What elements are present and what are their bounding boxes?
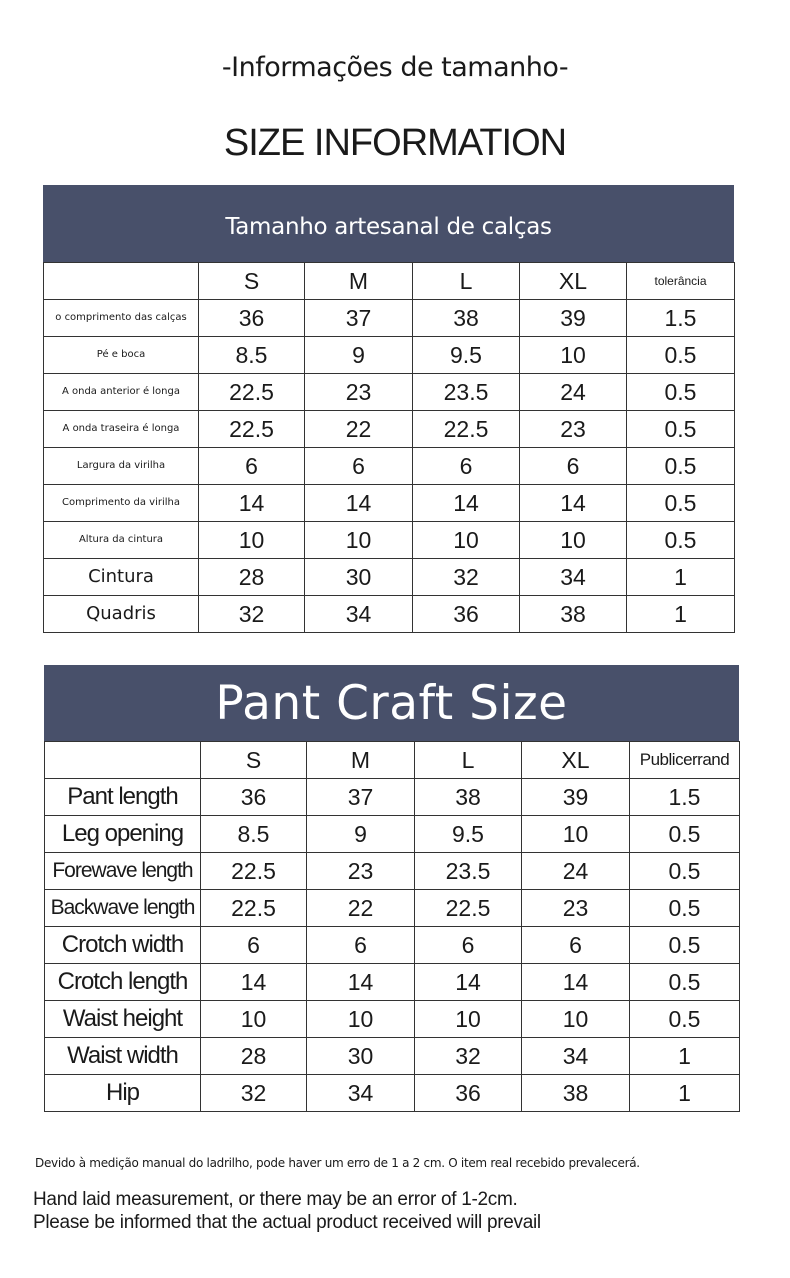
value-cell: 10 xyxy=(522,816,630,853)
header-cell: Publicerrand xyxy=(630,742,740,779)
value-cell: 37 xyxy=(305,300,413,337)
title-english: SIZE INFORMATION xyxy=(223,122,567,164)
value-cell: 32 xyxy=(413,559,520,596)
table-row xyxy=(45,816,740,853)
value-cell: 14 xyxy=(307,964,415,1001)
value-cell: 10 xyxy=(415,1001,522,1038)
header-cell: XL xyxy=(520,263,627,300)
size-grid-english xyxy=(44,741,740,1112)
row-label: Pant length xyxy=(45,779,201,816)
value-cell: 22.5 xyxy=(201,890,307,927)
value-cell: 24 xyxy=(520,374,627,411)
table-header-row xyxy=(45,742,740,779)
header-cell: L xyxy=(415,742,522,779)
value-cell: 14 xyxy=(413,485,520,522)
table-row xyxy=(44,300,735,337)
value-cell: 0.5 xyxy=(627,485,735,522)
value-cell: 14 xyxy=(305,485,413,522)
size-table-english xyxy=(44,665,739,1112)
disclaimer-english-line2: Please be informed that the actual product received will prevail xyxy=(33,1212,541,1233)
value-cell: 6 xyxy=(307,927,415,964)
value-cell: 14 xyxy=(201,964,307,1001)
value-cell: 10 xyxy=(201,1001,307,1038)
value-cell: 10 xyxy=(307,1001,415,1038)
value-cell: 22.5 xyxy=(201,853,307,890)
value-cell: 37 xyxy=(307,779,415,816)
table-row xyxy=(44,337,735,374)
value-cell: 22.5 xyxy=(413,411,520,448)
table-header-row xyxy=(44,263,735,300)
table-row xyxy=(45,1075,740,1112)
value-cell: 0.5 xyxy=(630,816,740,853)
value-cell: 0.5 xyxy=(630,964,740,1001)
value-cell: 32 xyxy=(415,1038,522,1075)
value-cell: 28 xyxy=(199,559,305,596)
value-cell: 1.5 xyxy=(627,300,735,337)
table-row xyxy=(45,853,740,890)
row-label: Leg opening xyxy=(45,816,201,853)
header-cell: XL xyxy=(522,742,630,779)
value-cell: 6 xyxy=(305,448,413,485)
value-cell: 38 xyxy=(522,1075,630,1112)
value-cell: 10 xyxy=(520,522,627,559)
value-cell: 36 xyxy=(201,779,307,816)
value-cell: 30 xyxy=(307,1038,415,1075)
value-cell: 22.5 xyxy=(415,890,522,927)
value-cell: 1 xyxy=(627,559,735,596)
table-banner-english: Pant Craft Size xyxy=(44,665,739,741)
value-cell: 36 xyxy=(199,300,305,337)
table-row xyxy=(44,448,735,485)
value-cell: 0.5 xyxy=(630,1001,740,1038)
row-label: Cintura xyxy=(44,559,199,596)
value-cell: 39 xyxy=(522,779,630,816)
row-label: Largura da virilha xyxy=(44,448,199,485)
value-cell: 23 xyxy=(307,853,415,890)
row-label: Quadris xyxy=(44,596,199,633)
header-cell-empty xyxy=(44,263,199,300)
title-portuguese: -Informações de tamanho- xyxy=(221,52,569,83)
value-cell: 0.5 xyxy=(627,411,735,448)
value-cell: 6 xyxy=(522,927,630,964)
value-cell: 38 xyxy=(520,596,627,633)
value-cell: 14 xyxy=(520,485,627,522)
value-cell: 8.5 xyxy=(201,816,307,853)
table-row xyxy=(44,374,735,411)
header-cell: tolerância xyxy=(627,263,735,300)
table-row xyxy=(44,596,735,633)
value-cell: 39 xyxy=(520,300,627,337)
table-row xyxy=(44,485,735,522)
value-cell: 0.5 xyxy=(627,448,735,485)
value-cell: 23.5 xyxy=(415,853,522,890)
row-label: Backwave length xyxy=(45,890,201,927)
row-label: o comprimento das calças xyxy=(44,300,199,337)
row-label: Altura da cintura xyxy=(44,522,199,559)
value-cell: 6 xyxy=(413,448,520,485)
value-cell: 10 xyxy=(520,337,627,374)
value-cell: 0.5 xyxy=(630,890,740,927)
value-cell: 1 xyxy=(630,1075,740,1112)
value-cell: 1.5 xyxy=(630,779,740,816)
table-row xyxy=(44,411,735,448)
value-cell: 1 xyxy=(627,596,735,633)
row-label: Pé e boca xyxy=(44,337,199,374)
table-row xyxy=(44,522,735,559)
row-label: A onda anterior é longa xyxy=(44,374,199,411)
value-cell: 14 xyxy=(199,485,305,522)
value-cell: 1 xyxy=(630,1038,740,1075)
value-cell: 0.5 xyxy=(627,522,735,559)
value-cell: 0.5 xyxy=(627,337,735,374)
table-row xyxy=(45,890,740,927)
value-cell: 23 xyxy=(520,411,627,448)
value-cell: 22 xyxy=(305,411,413,448)
value-cell: 24 xyxy=(522,853,630,890)
table-row xyxy=(45,1001,740,1038)
value-cell: 0.5 xyxy=(630,927,740,964)
header-cell-empty xyxy=(45,742,201,779)
table-row xyxy=(45,927,740,964)
value-cell: 34 xyxy=(520,559,627,596)
value-cell: 22.5 xyxy=(199,374,305,411)
value-cell: 14 xyxy=(415,964,522,1001)
value-cell: 22.5 xyxy=(199,411,305,448)
table-row xyxy=(45,964,740,1001)
value-cell: 34 xyxy=(522,1038,630,1075)
value-cell: 9 xyxy=(307,816,415,853)
value-cell: 9 xyxy=(305,337,413,374)
table-row xyxy=(44,559,735,596)
value-cell: 34 xyxy=(305,596,413,633)
row-label: Crotch length xyxy=(45,964,201,1001)
row-label: Comprimento da virilha xyxy=(44,485,199,522)
value-cell: 36 xyxy=(415,1075,522,1112)
disclaimer-english-line1: Hand laid measurement, or there may be an error of 1-2cm. xyxy=(33,1189,518,1210)
value-cell: 10 xyxy=(199,522,305,559)
value-cell: 6 xyxy=(520,448,627,485)
value-cell: 38 xyxy=(415,779,522,816)
table-row xyxy=(45,779,740,816)
value-cell: 38 xyxy=(413,300,520,337)
row-label: Hip xyxy=(45,1075,201,1112)
value-cell: 34 xyxy=(307,1075,415,1112)
row-label: Waist width xyxy=(45,1038,201,1075)
value-cell: 22 xyxy=(307,890,415,927)
header-cell: S xyxy=(199,263,305,300)
value-cell: 28 xyxy=(201,1038,307,1075)
table-banner-portuguese: Tamanho artesanal de calças xyxy=(43,185,734,262)
header-cell: S xyxy=(201,742,307,779)
value-cell: 32 xyxy=(199,596,305,633)
value-cell: 36 xyxy=(413,596,520,633)
size-table-portuguese xyxy=(43,185,734,633)
value-cell: 6 xyxy=(201,927,307,964)
value-cell: 10 xyxy=(305,522,413,559)
value-cell: 0.5 xyxy=(630,853,740,890)
value-cell: 6 xyxy=(199,448,305,485)
header-cell: M xyxy=(305,263,413,300)
value-cell: 8.5 xyxy=(199,337,305,374)
value-cell: 0.5 xyxy=(627,374,735,411)
row-label: Forewave length xyxy=(45,853,201,890)
value-cell: 32 xyxy=(201,1075,307,1112)
header-cell: L xyxy=(413,263,520,300)
value-cell: 10 xyxy=(522,1001,630,1038)
header-cell: M xyxy=(307,742,415,779)
row-label: Waist height xyxy=(45,1001,201,1038)
value-cell: 10 xyxy=(413,522,520,559)
value-cell: 23 xyxy=(305,374,413,411)
value-cell: 30 xyxy=(305,559,413,596)
value-cell: 9.5 xyxy=(413,337,520,374)
row-label: Crotch width xyxy=(45,927,201,964)
size-grid-portuguese xyxy=(43,262,735,633)
disclaimer-english xyxy=(33,1188,541,1234)
value-cell: 23.5 xyxy=(413,374,520,411)
disclaimer-portuguese: Devido à medição manual do ladrilho, pode haver um erro de 1 a 2 cm. O item real recebido prevalecerá. xyxy=(35,1156,640,1170)
value-cell: 9.5 xyxy=(415,816,522,853)
row-label: A onda traseira é longa xyxy=(44,411,199,448)
value-cell: 23 xyxy=(522,890,630,927)
value-cell: 14 xyxy=(522,964,630,1001)
table-row xyxy=(45,1038,740,1075)
value-cell: 6 xyxy=(415,927,522,964)
